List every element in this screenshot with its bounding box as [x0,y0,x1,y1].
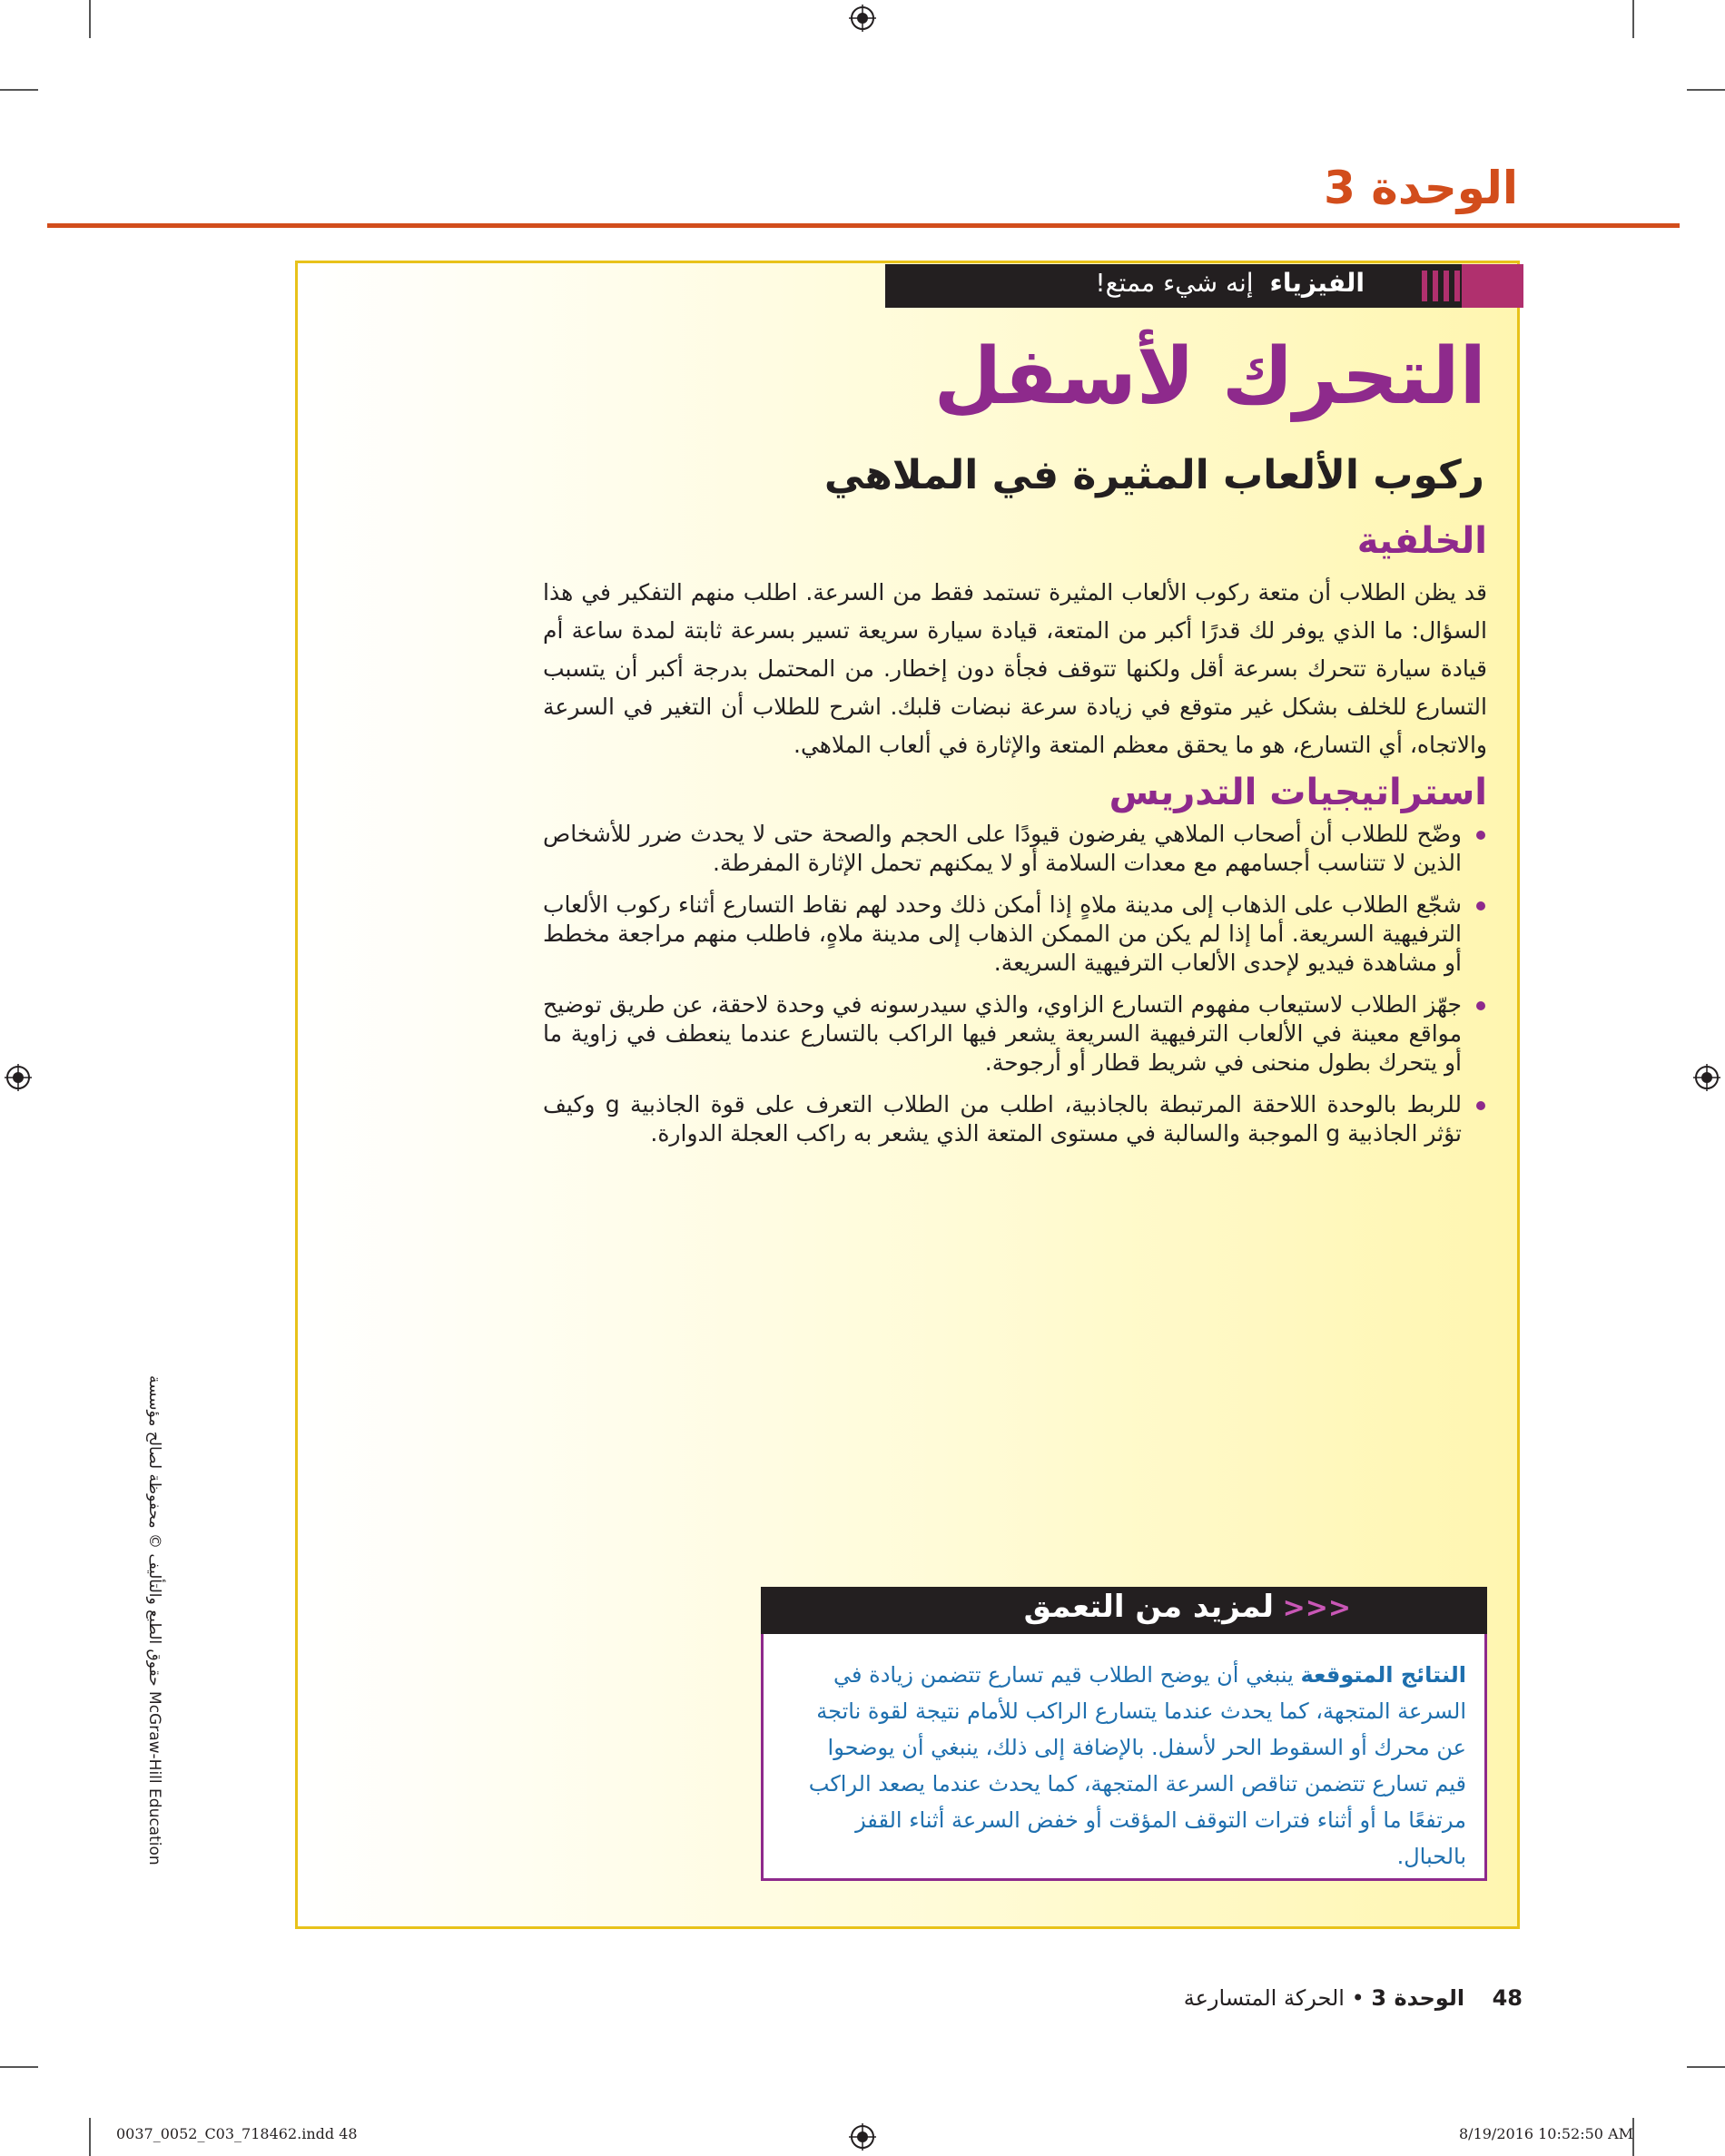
page-title: التحرك لأسفل [933,331,1486,422]
page-footer [1184,1985,1523,2011]
strategies-list [543,820,1487,1161]
footer-unit: الوحدة 3 [1371,1985,1465,2011]
registration-mark-icon [849,5,876,32]
registration-mark-icon [1693,1064,1720,1091]
deep-dive-title: لمزيد من التعمق [1023,1589,1274,1625]
list-item: للربط بالوحدة اللاحقة المرتبطة بالجاذبية، اطلب من الطلاب التعرف على قوة الجاذبية g وكيف تؤثر الجاذبية g الموجبة والسالبة في مستوى المتعة الذي يشعر به راكب العجلة الدوارة. [543,1090,1487,1148]
subject-ribbon [885,264,1523,308]
crop-mark [0,2066,38,2068]
background-text: قد يظن الطلاب أن متعة ركوب الألعاب المثيرة تستمد فقط من السرعة. اطلب منهم التفكير في هذا السؤال: ما الذي يوفر لك قدرًا أكبر من المتعة، قيادة سيارة سريعة تسير بسرعة ثابتة لمدة ساعة أم قيادة سيارة تتحرك بسرعة أقل ولكنها تتوقف فجأة دون إخطار. من المحتمل بدرجة أكبر أن يتسبب التسارع للخلف بشكل غير متوقع في زيادة سرعة نبضات قلبك. اشرح للطلاب أن التغير في السرعة والاتجاه، أي التسارع، هو ما يحقق معظم المتعة والإثارة في ألعاب الملاهي. [543,579,1487,758]
bullet-icon [1476,1001,1485,1010]
page-number: 48 [1492,1985,1523,2011]
bullet-icon [1476,831,1485,840]
slug-file: 0037_0052_C03_718462.indd 48 [116,2125,358,2142]
footer-chapter: الحركة المتسارعة [1183,1985,1345,2011]
deep-dive-header [761,1587,1487,1634]
list-item: جهّز الطلاب لاستيعاب مفهوم التسارع الزاوي، والذي سيدرسونه في وحدة لاحقة، عن طريق توضيح مواقع معينة في الألعاب الترفيهية السريعة يشعر فيها الراكب بالتسارع عندما ينعطف في زاوية ما أو يتحرك بطول منحنى في شريط قطار أو أرجوحة. [543,990,1487,1078]
crop-mark [89,2118,91,2156]
list-item: شجّع الطلاب على الذهاب إلى مدينة ملاهٍ إذا أمكن ذلك وحدد لهم نقاط التسارع أثناء ركوب الألعاب الترفيهية السريعة. أما إذا لم يكن من الممكن الذهاب إلى مدينة ملاهٍ، فاطلب منهم مراجعة مخطط أو مشاهدة فيديو لإحدى الألعاب الترفيهية السريعة. [543,891,1487,978]
unit-title: الوحدة 3 [1324,162,1518,214]
unit-rule [47,223,1680,228]
bullet-icon [1476,1101,1485,1110]
ribbon-label [1095,268,1365,298]
registration-mark-icon [849,2123,876,2151]
crop-mark [0,89,38,91]
deep-dive-text [799,1657,1466,1875]
copyright-credit: حقوق الطبع والتأليف © محفوظة لصالح مؤسسة McGraw-Hill Education [145,1375,163,1866]
registration-mark-icon [5,1064,32,1091]
crop-mark [1632,0,1634,38]
crop-mark [89,0,91,38]
slug-date: 8/19/2016 10:52:50 AM [1459,2125,1634,2142]
footer-separator: • [1351,1985,1365,2011]
background-heading: الخلفية [1356,520,1487,562]
deep-dive-lead: النتائج المتوقعة [1300,1662,1466,1688]
ribbon-bars [1422,271,1460,301]
list-item: وضّح للطلاب أن أصحاب الملاهي يفرضون قيودًا على الحجم والصحة حتى لا يحدث ضرر للأشخاص الذين لا تتناسب أجسامهم مع معدات السلامة أو لا يمكنهم تحمل الإثارة المفرطة. [543,820,1487,878]
crop-mark [1687,89,1725,91]
page-subtitle: ركوب الألعاب المثيرة في الملاهي [823,452,1484,498]
crop-mark [1687,2066,1725,2068]
ribbon-accent [1462,264,1523,308]
strategies-heading: استراتيجيات التدريس [1109,772,1487,813]
chevrons-icon: >>> [1282,1592,1351,1624]
deep-dive-body: ينبغي أن يوضح الطلاب قيم تسارع تتضمن زيادة في السرعة المتجهة، كما يحدث عندما يتسارع الراكب للأمام نتيجة لقوة ناتجة عن محرك أو السقوط الحر لأسفل. بالإضافة إلى ذلك، ينبغي أن يوضحوا قيم تسارع تتضمن تناقص السرعة المتجهة، كما يحدث عندما يصعد الراكب مرتفعًا ما أو أثناء فترات التوقف المؤقت أو خفض السرعة أثناء القفز بالحبال. [808,1662,1466,1869]
ribbon-subject: الفيزياء [1269,268,1365,298]
ribbon-tagline: إنه شيء ممتع! [1095,268,1254,298]
bullet-icon [1476,901,1485,911]
